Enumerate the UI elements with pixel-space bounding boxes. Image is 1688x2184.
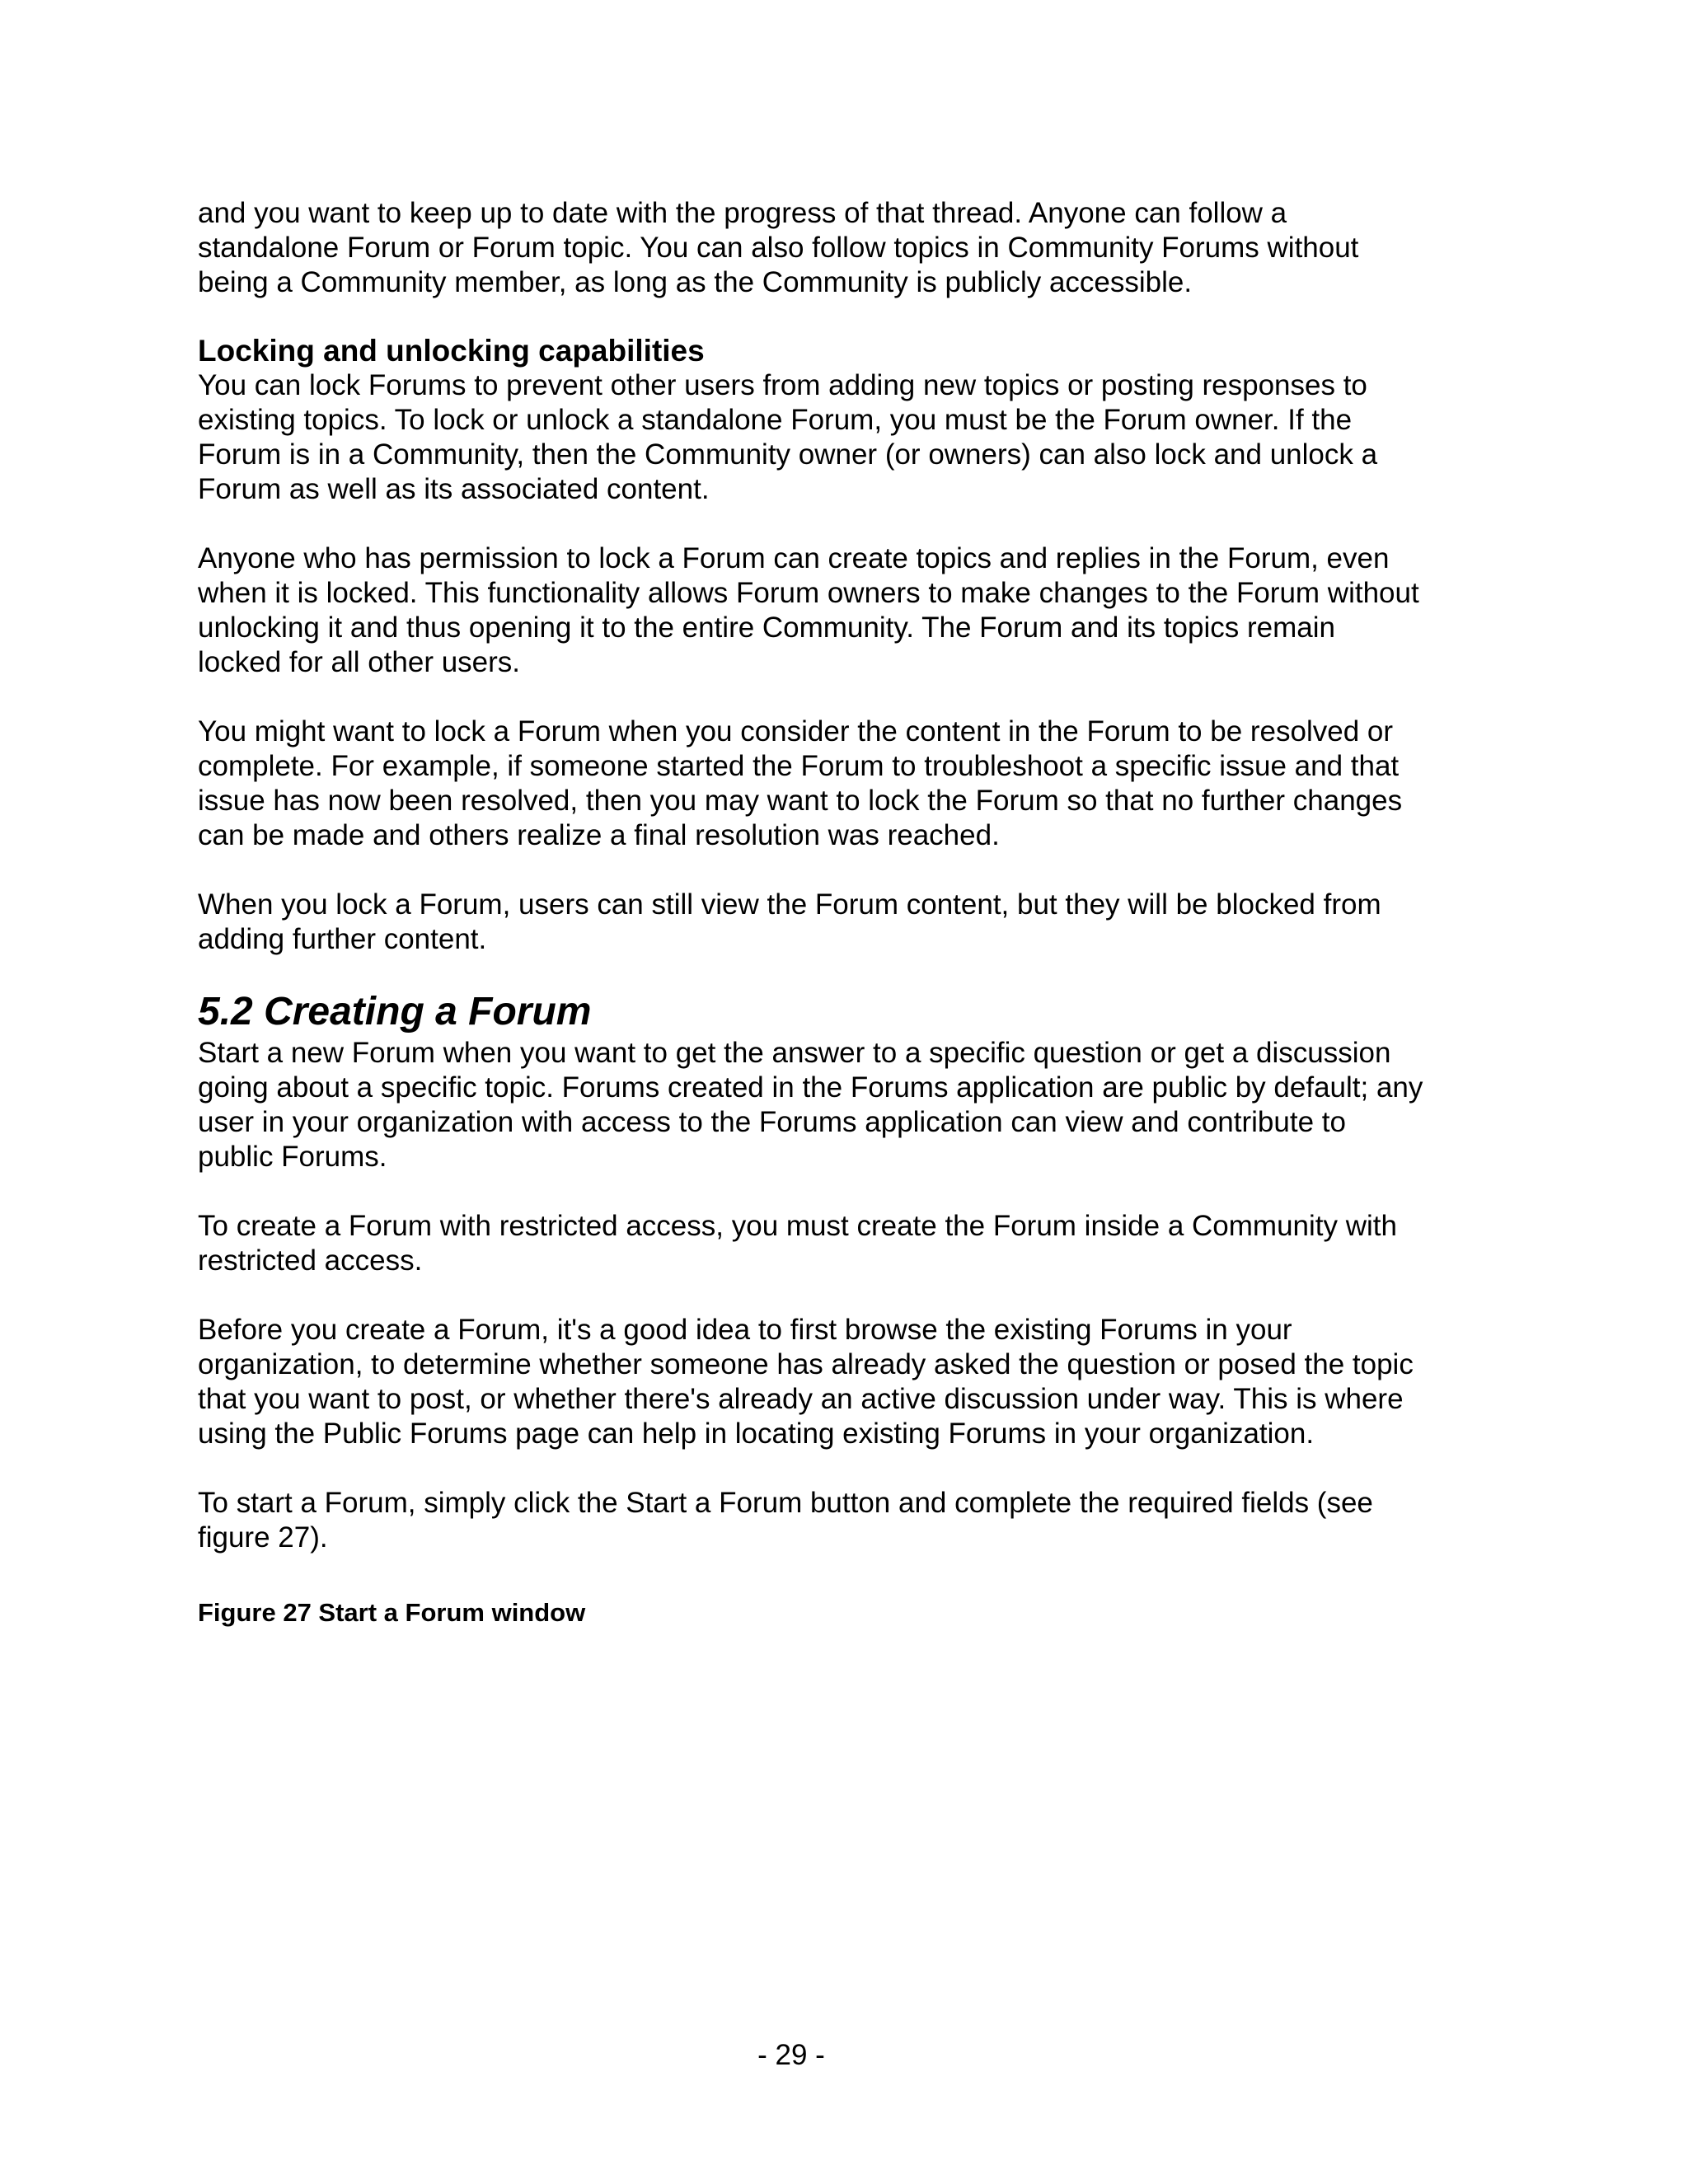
creating-paragraph-4: To start a Forum, simply click the Start a Forum button and complete the required fields (see figure 27).: [198, 1487, 1373, 1554]
creating-paragraph-3: Before you create a Forum, it's a good idea to first browse the existing Forums in your organization, to determine whether someone has already asked the question or posed the topic that you want to post, or whether there's already an active discussion under way. This is where using the Public Forums page can help in locating existing Forums in your organization.: [198, 1314, 1414, 1450]
locking-paragraph-2: Anyone who has permission to lock a Forum can create topics and replies in the Forum, even when it is locked. This functionality allows Forum owners to make changes to the Forum without unlocking it and thus opening it to the entire Community. The Forum and its topics remain locked for all other users.: [198, 542, 1419, 678]
section-heading: 5.2 Creating a Forum: [198, 990, 592, 1033]
creating-paragraph-2: To create a Forum with restricted access, you must create the Forum inside a Community with restricted access.: [198, 1210, 1397, 1277]
locking-paragraph-1: You can lock Forums to prevent other users from adding new topics or posting responses to existing topics. To lock or unlock a standalone Forum, you must be the Forum owner. If the Forum is in a Community, then the Community owner (or owners) can also lock and unlock a Forum as well as its associated content.: [198, 369, 1378, 505]
locking-heading: Locking and unlocking capabilities: [198, 334, 705, 368]
locking-paragraph-3: You might want to lock a Forum when you consider the content in the Forum to be resolved or complete. For example, if someone started the Forum to troubleshoot a specific issue and that issue has now been resolved, then you may want to lock the Forum so that no further changes can be made and others realize a final resolution was reached.: [198, 715, 1403, 851]
figure-caption: Figure 27 Start a Forum window: [198, 1598, 586, 1627]
creating-paragraph-1: Start a new Forum when you want to get the answer to a specific question or get a discussion going about a specific topic. Forums created in the Forums application are public by default; any user in your organization with access to the Forums application can view and contribute to public Forums.: [198, 1037, 1423, 1173]
page-number: - 29 -: [757, 2039, 825, 2071]
intro-paragraph: and you want to keep up to date with the progress of that thread. Anyone can follow a standalone Forum or Forum topic. You can also follow topics in Community Forums without being a Community member, as long as the Community is publicly accessible.: [198, 197, 1359, 298]
locking-paragraph-4: When you lock a Forum, users can still view the Forum content, but they will be blocked from adding further content.: [198, 888, 1381, 955]
